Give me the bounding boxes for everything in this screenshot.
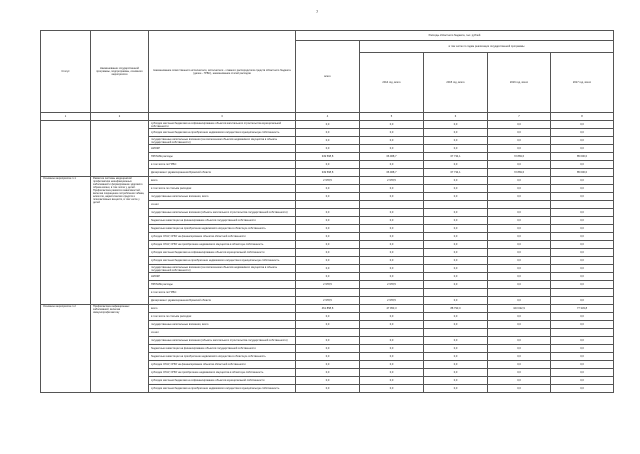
value-cell: 0,0 (551, 217, 614, 225)
value-cell: 0,0 (360, 161, 424, 169)
column-number: 4 (296, 113, 360, 121)
expense-item-cell: субсидии ОГАУ, ОГБУ на финансирование объектов областной собственности (149, 233, 296, 241)
value-cell: 0,0 (424, 377, 488, 385)
value-cell (488, 201, 551, 209)
value-cell: 0,0 (360, 257, 424, 265)
value-cell: 72 869,6 (488, 153, 551, 161)
value-cell: 0,0 (424, 265, 488, 273)
value-cell: 0,0 (296, 321, 360, 329)
value-cell: 0,0 (360, 265, 424, 273)
expense-item-cell: государственные капитальные вложения (объекты капитального строительства государственной собственности) (149, 337, 296, 345)
value-cell (488, 289, 551, 297)
column-number: 5 (360, 113, 424, 121)
value-cell (424, 329, 488, 337)
value-cell: 0,0 (551, 193, 614, 201)
value-cell: 0,0 (488, 225, 551, 233)
value-cell: 0,0 (551, 385, 614, 393)
value-cell: 349 568,8 (296, 169, 360, 177)
value-cell: 0,0 (424, 137, 488, 145)
value-cell: 0,0 (488, 369, 551, 377)
value-cell: 0,0 (488, 241, 551, 249)
page-number: 7 (316, 9, 319, 14)
value-cell: 0,0 (360, 121, 424, 129)
value-cell: 0,0 (488, 321, 551, 329)
value-cell: 66 968,7 (360, 169, 424, 177)
value-cell: 0,0 (360, 129, 424, 137)
status-cell: Основное мероприятие 1.2 (41, 305, 91, 393)
value-cell: 0,0 (488, 377, 551, 385)
value-cell: 0,0 (360, 385, 424, 393)
value-cell (296, 289, 360, 297)
value-cell (296, 201, 360, 209)
expense-item-cell: из них: (149, 201, 296, 209)
value-cell: 0,0 (424, 281, 488, 289)
value-cell: 2 978,5 (360, 297, 424, 305)
value-cell: 0,0 (551, 345, 614, 353)
value-cell: 0,0 (551, 297, 614, 305)
expense-item-cell: государственные капитальные вложения (объекты капитального строительства государственной собственности) (149, 209, 296, 217)
value-cell: 2 978,5 (296, 281, 360, 289)
status-cell: Основное мероприятие 1.1 (41, 177, 91, 305)
value-cell (551, 289, 614, 297)
value-cell: 349 568,8 (296, 153, 360, 161)
table-row (41, 121, 614, 129)
column-number: 1 (41, 113, 91, 121)
status-cell (41, 121, 91, 177)
value-cell: 0,0 (551, 145, 614, 153)
value-cell: 0,0 (296, 345, 360, 353)
value-cell: 67 734,1 (424, 153, 488, 161)
value-cell: 0,0 (488, 257, 551, 265)
value-cell: 0,0 (296, 121, 360, 129)
expense-item-cell: государственные капитальные вложения (за исключением объектов недвижимого имущества в объекты государственной собственности) (149, 265, 296, 273)
expense-item-cell: бюджетные инвестиции на приобретение недвижимого имущества в областную собственность (149, 225, 296, 233)
value-cell: 0,0 (360, 145, 424, 153)
value-cell: 0,0 (551, 313, 614, 321)
value-cell: 0,0 (424, 297, 488, 305)
value-cell: 0,0 (296, 337, 360, 345)
value-cell: 0,0 (360, 321, 424, 329)
value-cell: 0,0 (360, 361, 424, 369)
header-executor: Наименование ответственного исполнителя, исполнителя - главного распорядителя средств областного бюджета (далее - ГРБС), наименование статей расходов (149, 31, 296, 113)
expense-item-cell: в том числе по ГРБС: (149, 289, 296, 297)
expense-item-cell: субсидии ОГАУ, ОГБУ на приобретение недвижимого имущества в областную собственность (149, 369, 296, 377)
value-cell: 2 978,5 (360, 177, 424, 185)
header-2015: 2015 год, всего (424, 53, 488, 113)
expense-item-cell: государственные капитальные вложения (за исключением объектов недвижимого имущества в объекты государственной собственности) (149, 137, 296, 145)
expense-item-cell: субсидии местным бюджетам на приобретение недвижимого имущества в муниципальную собственность (149, 257, 296, 265)
value-cell: 0,0 (360, 233, 424, 241)
value-cell: 0,0 (360, 377, 424, 385)
value-cell: 0,0 (360, 313, 424, 321)
value-cell: 0,0 (360, 337, 424, 345)
value-cell: 0,0 (296, 185, 360, 193)
value-cell: 0,0 (488, 193, 551, 201)
value-cell: 0,0 (488, 297, 551, 305)
value-cell: 0,0 (424, 233, 488, 241)
value-cell: 0,0 (551, 321, 614, 329)
value-cell: 0,0 (551, 361, 614, 369)
value-cell: 72 869,6 (488, 169, 551, 177)
value-cell: 0,0 (296, 193, 360, 201)
value-cell: 77 333,8 (551, 305, 614, 313)
value-cell: 0,0 (296, 377, 360, 385)
value-cell: 0,0 (424, 361, 488, 369)
column-number: 3 (149, 113, 296, 121)
value-cell: 0,0 (551, 265, 614, 273)
expense-item-cell: всего (149, 177, 296, 185)
value-cell: 0,0 (424, 337, 488, 345)
value-cell: 0,0 (424, 345, 488, 353)
value-cell: 0,0 (424, 225, 488, 233)
value-cell (296, 329, 360, 337)
value-cell: 0,0 (424, 193, 488, 201)
value-cell: 0,0 (551, 337, 614, 345)
value-cell: 0,0 (296, 209, 360, 217)
value-cell: 0,0 (488, 121, 551, 129)
header-total: всего (296, 41, 360, 113)
value-cell (424, 289, 488, 297)
value-cell: 0,0 (360, 353, 424, 361)
value-cell: 0,0 (551, 137, 614, 145)
value-cell: 0,0 (296, 257, 360, 265)
value-cell: 0,0 (551, 273, 614, 281)
expense-item-cell: НИОКР (149, 145, 296, 153)
table-body (41, 121, 614, 393)
value-cell: 0,0 (424, 241, 488, 249)
program-cell: Профилактика инфекционных заболеваний, включая иммунопрофилактику (91, 305, 149, 393)
value-cell: 0,0 (360, 273, 424, 281)
value-cell: 0,0 (424, 249, 488, 257)
value-cell: 2 978,5 (360, 281, 424, 289)
value-cell: 0,0 (488, 273, 551, 281)
expense-item-cell: государственные капитальные вложения, всего (149, 193, 296, 201)
value-cell: 0,0 (488, 209, 551, 217)
value-cell: 0,0 (360, 225, 424, 233)
expense-item-cell: субсидии ОГАУ, ОГБУ на финансирование объектов областной собственности (149, 361, 296, 369)
value-cell: 0,0 (488, 353, 551, 361)
program-cell: Развитие системы медицинской профилактики неинфекционных заболеваний и формирование здорового образа жизни, в том числе у детей. Профилактика развития зависимостей, включая сокращение потребления табака, алкоголя, наркотических средств и психоактивных веществ, в том числе у детей (91, 177, 149, 305)
value-cell: 0,0 (424, 209, 488, 217)
column-number: 2 (91, 113, 149, 121)
value-cell: 0,0 (296, 137, 360, 145)
value-cell: 0,0 (296, 217, 360, 225)
value-cell: 0,0 (296, 161, 360, 169)
value-cell: 0,0 (424, 129, 488, 137)
expense-item-cell: бюджетные инвестиции на приобретение недвижимого имущества в областную собственность (149, 353, 296, 361)
column-numbers-row (41, 113, 614, 121)
value-cell: 0,0 (488, 337, 551, 345)
expense-item-cell: ПРОЧИЕ расходы (149, 281, 296, 289)
value-cell: 0,0 (296, 233, 360, 241)
value-cell: 0,0 (296, 369, 360, 377)
value-cell: 0,0 (296, 385, 360, 393)
value-cell: 88 793,0 (424, 305, 488, 313)
expense-item-cell: Департамент здравоохранения Брянской области (149, 297, 296, 305)
expense-item-cell: в том числе по статьям расходов: (149, 185, 296, 193)
value-cell: 0,0 (424, 257, 488, 265)
value-cell: 0,0 (296, 249, 360, 257)
value-cell: 0,0 (551, 233, 614, 241)
expense-item-cell: субсидии местным бюджетам на софинансирование объектов капитального строительства муниципальной собственности (149, 121, 296, 129)
value-cell: 0,0 (424, 313, 488, 321)
value-cell: 0,0 (551, 257, 614, 265)
value-cell: 0,0 (296, 353, 360, 361)
header-status: Статус (41, 31, 91, 113)
value-cell: 0,0 (551, 177, 614, 185)
expense-item-cell: НИОКР (149, 273, 296, 281)
value-cell: 0,0 (424, 217, 488, 225)
value-cell: 461 858,8 (296, 305, 360, 313)
value-cell (360, 329, 424, 337)
value-cell: 0,0 (424, 185, 488, 193)
value-cell: 0,0 (424, 369, 488, 377)
expense-item-cell: из них: (149, 329, 296, 337)
value-cell: 0,0 (488, 217, 551, 225)
expense-item-cell: всего (149, 305, 296, 313)
expense-item-cell: в том числе по ГРБС: (149, 161, 296, 169)
header-2017: 2017 год, всего (551, 53, 614, 113)
column-number: 7 (488, 113, 551, 121)
value-cell (551, 201, 614, 209)
value-cell: 0,0 (551, 377, 614, 385)
value-cell: 0,0 (488, 129, 551, 137)
value-cell: 2 978,5 (296, 177, 360, 185)
value-cell: 0,0 (424, 353, 488, 361)
value-cell: 0,0 (360, 137, 424, 145)
header-2016: 2016 год, всего (488, 53, 551, 113)
value-cell: 47 953,3 (360, 305, 424, 313)
value-cell: 0,0 (488, 161, 551, 169)
expense-item-cell: ПРОЧИЕ расходы (149, 153, 296, 161)
value-cell: 0,0 (488, 233, 551, 241)
value-cell: 0,0 (424, 145, 488, 153)
value-cell (488, 329, 551, 337)
expense-item-cell: бюджетные инвестиции на финансирование объектов государственной собственности (149, 345, 296, 353)
value-cell: 0,0 (424, 161, 488, 169)
expense-item-cell: субсидии местным бюджетам на приобретение недвижимого имущества в муниципальную собственность (149, 385, 296, 393)
expense-item-cell: субсидии местным бюджетам на софинансирование объектов муниципальной собственности (149, 249, 296, 257)
value-cell: 0,0 (551, 161, 614, 169)
value-cell: 0,0 (296, 145, 360, 153)
value-cell: 0,0 (551, 241, 614, 249)
value-cell: 0,0 (551, 185, 614, 193)
value-cell: 0,0 (551, 249, 614, 257)
expense-item-cell: субсидии ОГАУ, ОГБУ на приобретение недвижимого имущества в областную собственность (149, 241, 296, 249)
value-cell: 0,0 (296, 129, 360, 137)
value-cell: 0,0 (551, 225, 614, 233)
value-cell: 0,0 (488, 145, 551, 153)
expense-item-cell: субсидии местным бюджетам на приобретение недвижимого имущества в муниципальную собственность (149, 129, 296, 137)
value-cell: 85 000,0 (551, 169, 614, 177)
value-cell: 0,0 (424, 385, 488, 393)
value-cell: 0,0 (551, 353, 614, 361)
value-cell: 0,0 (296, 225, 360, 233)
expense-item-cell: в том числе по статьям расходов: (149, 313, 296, 321)
value-cell: 0,0 (551, 121, 614, 129)
value-cell: 0,0 (360, 345, 424, 353)
value-cell: 0,0 (488, 177, 551, 185)
header-incl-years: в том числе по годам реализации государственной программы (360, 41, 614, 53)
value-cell (551, 329, 614, 337)
table-row (41, 177, 614, 185)
value-cell: 0,0 (488, 185, 551, 193)
value-cell: 0,0 (360, 369, 424, 377)
expense-item-cell: Департамент здравоохранения Брянской области (149, 169, 296, 177)
value-cell (424, 201, 488, 209)
value-cell: 0,0 (424, 273, 488, 281)
value-cell: 0,0 (360, 209, 424, 217)
value-cell: 0,0 (551, 281, 614, 289)
value-cell: 2 978,5 (296, 297, 360, 305)
value-cell: 0,0 (488, 281, 551, 289)
value-cell: 0,0 (296, 313, 360, 321)
value-cell: 0,0 (488, 313, 551, 321)
header-expenses: Расходы областного бюджета, тыс. рублей (296, 31, 614, 41)
column-number: 6 (424, 113, 488, 121)
value-cell: 0,0 (551, 369, 614, 377)
value-cell: 0,0 (360, 217, 424, 225)
value-cell: 0,0 (488, 137, 551, 145)
expense-item-cell: государственные капитальные вложения, всего (149, 321, 296, 329)
value-cell: 0,0 (424, 121, 488, 129)
value-cell: 0,0 (296, 265, 360, 273)
value-cell: 0,0 (360, 241, 424, 249)
value-cell: 0,0 (424, 177, 488, 185)
value-cell: 0,0 (360, 193, 424, 201)
value-cell: 0,0 (488, 249, 551, 257)
value-cell: 0,0 (488, 345, 551, 353)
value-cell: 0,0 (360, 249, 424, 257)
budget-table (40, 30, 614, 393)
value-cell: 103 022,9 (488, 305, 551, 313)
header-program: Наименование государственной программы, подпрограммы, основного мероприятия (91, 31, 149, 113)
table-row (41, 305, 614, 313)
value-cell: 0,0 (551, 129, 614, 137)
value-cell: 0,0 (551, 209, 614, 217)
value-cell (360, 201, 424, 209)
value-cell: 66 968,7 (360, 153, 424, 161)
value-cell: 0,0 (488, 265, 551, 273)
header-2014: 2014 год, всего (360, 53, 424, 113)
value-cell (360, 289, 424, 297)
program-cell (91, 121, 149, 177)
value-cell: 0,0 (488, 361, 551, 369)
column-number: 8 (551, 113, 614, 121)
value-cell: 67 734,1 (424, 169, 488, 177)
value-cell: 0,0 (296, 273, 360, 281)
expense-item-cell: субсидии местным бюджетам на софинансирование объектов муниципальной собственности (149, 377, 296, 385)
value-cell: 0,0 (296, 241, 360, 249)
value-cell: 85 000,0 (551, 153, 614, 161)
value-cell: 0,0 (424, 321, 488, 329)
value-cell: 0,0 (296, 361, 360, 369)
value-cell: 0,0 (360, 185, 424, 193)
expense-item-cell: бюджетные инвестиции на финансирование объектов государственной собственности (149, 217, 296, 225)
value-cell: 0,0 (488, 385, 551, 393)
